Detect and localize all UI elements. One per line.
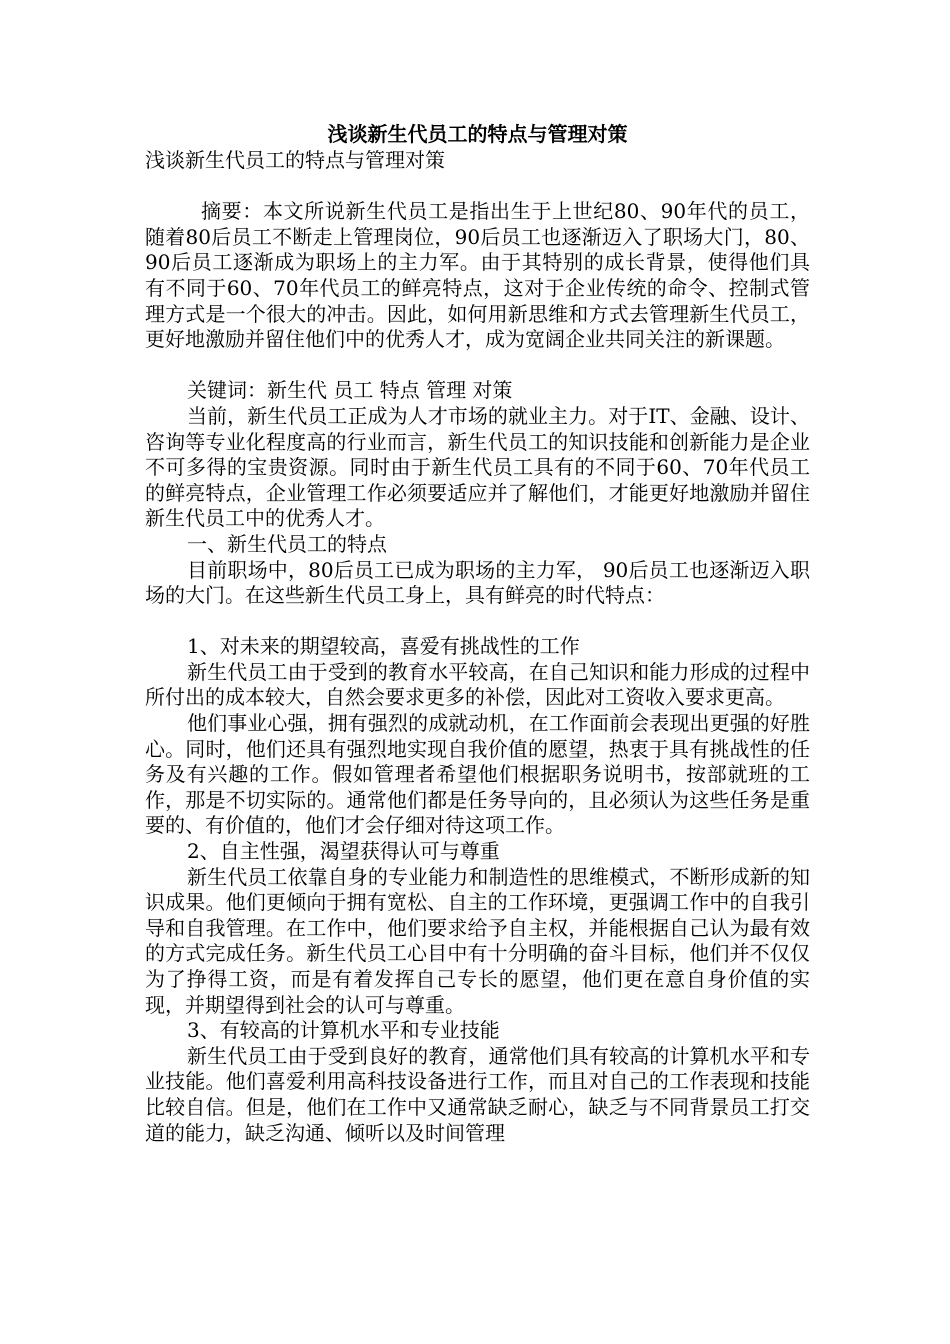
blank-line [145,174,810,200]
blank-line [145,609,810,635]
body-paragraph: 他们事业心强，拥有强烈的成就动机，在工作面前会表现出更强的好胜心。同时，他们还具有强烈地实现自我价值的愿望，热衷于具有挑战性的任务及有兴趣的工作。假如管理者希望他们根据职务说明书，按部就班的工作，那是不切实际的。通常他们都是任务导向的，且必须认为这些任务是重要的、有价值的，他们才会仔细对待这项工作。 [145,711,810,838]
document-subtitle: 浅谈新生代员工的特点与管理对策 [145,148,445,172]
body-paragraph: 新生代员工由于受到良好的教育，通常他们具有较高的计算机水平和专业技能。他们喜爱利用高科技设备进行工作，而且对自己的工作表现和技能比较自信。但是，他们在工作中又通常缺乏耐心，缺乏与不同背景员工打交道的能力，缺乏沟通、倾听以及时间管理 [145,1043,810,1145]
document-title: 浅谈新生代员工的特点与管理对策 [327,122,628,146]
abstract-paragraph: 摘要：本文所说新生代员工是指出生于上世纪80、90年代的员工，随着80后员工不断走上管理岗位，90后员工也逐渐迈入了职场大门，80、90后员工逐渐成为职场上的主力军。由于其特别的成长背景，使得他们具有不同于60、70年代员工的鲜亮特点，这对于企业传统的命令、控制式管理方式是一个很大的冲击。因此，如何用新思维和方式去管理新生代员工，更好地激励并留住他们中的优秀人才，成为宽阔企业共同关注的新课题。 [145,199,810,352]
point-heading: 2、自主性强，渴望获得认可与尊重 [187,839,500,864]
keywords-line: 关键词：新生代 员工 特点 管理 对策 [187,378,513,403]
point-heading: 1、对未来的期望较高，喜爱有挑战性的工作 [187,634,580,659]
blank-line [145,353,810,379]
document-page [145,120,810,1146]
body-paragraph: 新生代员工由于受到的教育水平较高，在自己知识和能力形成的过程中所付出的成本较大，自然会要求更多的补偿，因此对工资收入要求更高。 [145,659,810,710]
body-paragraph: 新生代员工依靠自身的专业能力和制造性的思维模式，不断形成新的知识成果。他们更倾向于拥有宽松、自主的工作环境，更强调工作中的自我引导和自我管理。在工作中，他们要求给予自主权，并能根据自己认为最有效的方式完成任务。新生代员工心目中有十分明确的奋斗目标，他们并不仅仅为了挣得工资，而是有着发挥自己专长的愿望，他们更在意自身价值的实现，并期望得到社会的认可与尊重。 [145,864,810,1017]
section-heading: 一、新生代员工的特点 [187,531,387,556]
point-heading: 3、有较高的计算机水平和专业技能 [187,1018,500,1043]
intro-paragraph: 当前，新生代员工正成为人才市场的就业主力。对于IT、金融、设计、咨询等专业化程度高的行业而言，新生代员工的知识技能和创新能力是企业不可多得的宝贵资源。同时由于新生代员工具有的不同于60、70年代员工的鲜亮特点，企业管理工作必须要适应并了解他们，才能更好地激励并留住新生代员工中的优秀人才。 [145,403,810,531]
section-intro-paragraph: 目前职场中，80后员工已成为职场的主力军， 90后员工也逐渐迈入职场的大门。在这些新生代员工身上，具有鲜亮的时代特点： [145,557,810,608]
